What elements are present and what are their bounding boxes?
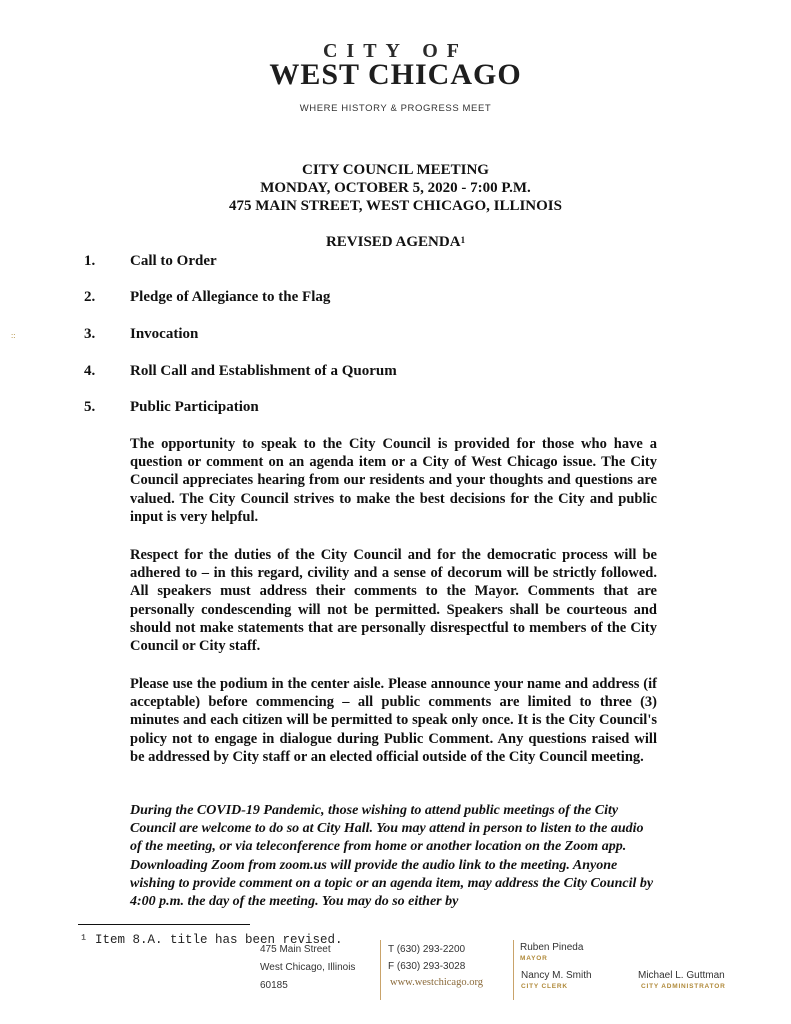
agenda-item-public-participation: Public Participation [130,399,259,415]
agenda-item-number: 4. [84,363,96,379]
agenda-item-number: 2. [84,289,96,305]
footer-admin-name: Michael L. Guttman [638,970,725,981]
meeting-location: 475 MAIN STREET, WEST CHICAGO, ILLINOIS [228,198,562,214]
paragraph-opportunity: The opportunity to speak to the City Council is provided for those who have a question or comment on an agenda item or a City of West Chicago issue. The City Council appreciates hearing from our residents and your thoughts and questions are valued. The City Council strives to make the best decisions for the City and public input is very helpful. [130,436,657,525]
agenda-item-roll-call: Roll Call and Establishment of a Quorum [130,363,397,379]
agenda-item-number: 3. [84,326,96,342]
meeting-date: MONDAY, OCTOBER 5, 2020 - 7:00 P.M. [260,180,531,196]
logo-city-of: CITY OF [322,40,469,62]
agenda-item-invocation: Invocation [130,326,199,342]
logo-west-chicago: WEST CHICAGO [269,58,522,91]
footer-divider [513,940,514,1000]
agenda-title-text: REVISED AGENDA [325,234,461,250]
agenda-item-number: 1. [84,253,96,269]
margin-mark: :: [11,331,16,340]
footer-zip: 60185 [260,980,288,991]
footer-fax: F (630) 293-3028 [388,961,466,972]
agenda-item-pledge: Pledge of Allegiance to the Flag [130,289,331,305]
agenda-title [0,234,791,251]
paragraph-podium: Please use the podium in the center aisle. Please announce your name and address (if acceptable) before commencing – all public comments are limited to three (3) minutes and each citizen will be permitted to speak only once. It is the City Council's policy not to engage in dialogue during Public Comment. Any questions raised will be addressed by City staff or an elected official outside of the City Council meeting. [130,676,657,765]
footer-website[interactable]: www.westchicago.org [390,977,484,988]
paragraph-respect: Respect for the duties of the City Council and for the democratic process will be adhered to – in this regard, civility and a sense of decorum will be strictly followed. All speakers must address their comments to the Mayor. Comments that are personally condescending will not be permitted. Speakers shall be courteous and should not make statements that are personally disrespectful to members of the City Council or City staff. [130,547,657,655]
footer-mayor-title: MAYOR [520,955,548,962]
paragraph-covid: During the COVID-19 Pandemic, those wishing to attend public meetings of the City Council are welcome to do so at City Hall. You may attend in person to listen to the audio of the meeting, or via teleconference from home or another location on the Zoom app. Downloading Zoom from zoom.us will provide the audio link to the meeting. Anyone wishing to provide comment on a topic or an agenda item, may address the City Council by 4:00 p.m. the day of the meeting. You may do so either by [130,803,654,910]
agenda-item-call-to-order: Call to Order [130,253,217,269]
footer-city: West Chicago, Illinois [260,962,356,973]
footer-clerk-title: CITY CLERK [521,983,568,990]
footer-telephone: T (630) 293-2200 [388,944,466,955]
footer-clerk-name: Nancy M. Smith [521,970,592,981]
footer-divider [380,940,381,1000]
agenda-footnote-mark: 1 [460,235,466,245]
footer-mayor-name: Ruben Pineda [520,942,584,953]
agenda-item-number: 5. [84,399,96,415]
footnote-divider [78,924,250,925]
meeting-title: CITY COUNCIL MEETING [302,162,489,178]
footnote: ¹ Item 8.A. title has been revised. [80,933,343,947]
footer-street: 475 Main Street [260,944,331,955]
logo-tagline: WHERE HISTORY & PROGRESS MEET [299,103,492,114]
footer-admin-title: CITY ADMINISTRATOR [641,983,726,990]
